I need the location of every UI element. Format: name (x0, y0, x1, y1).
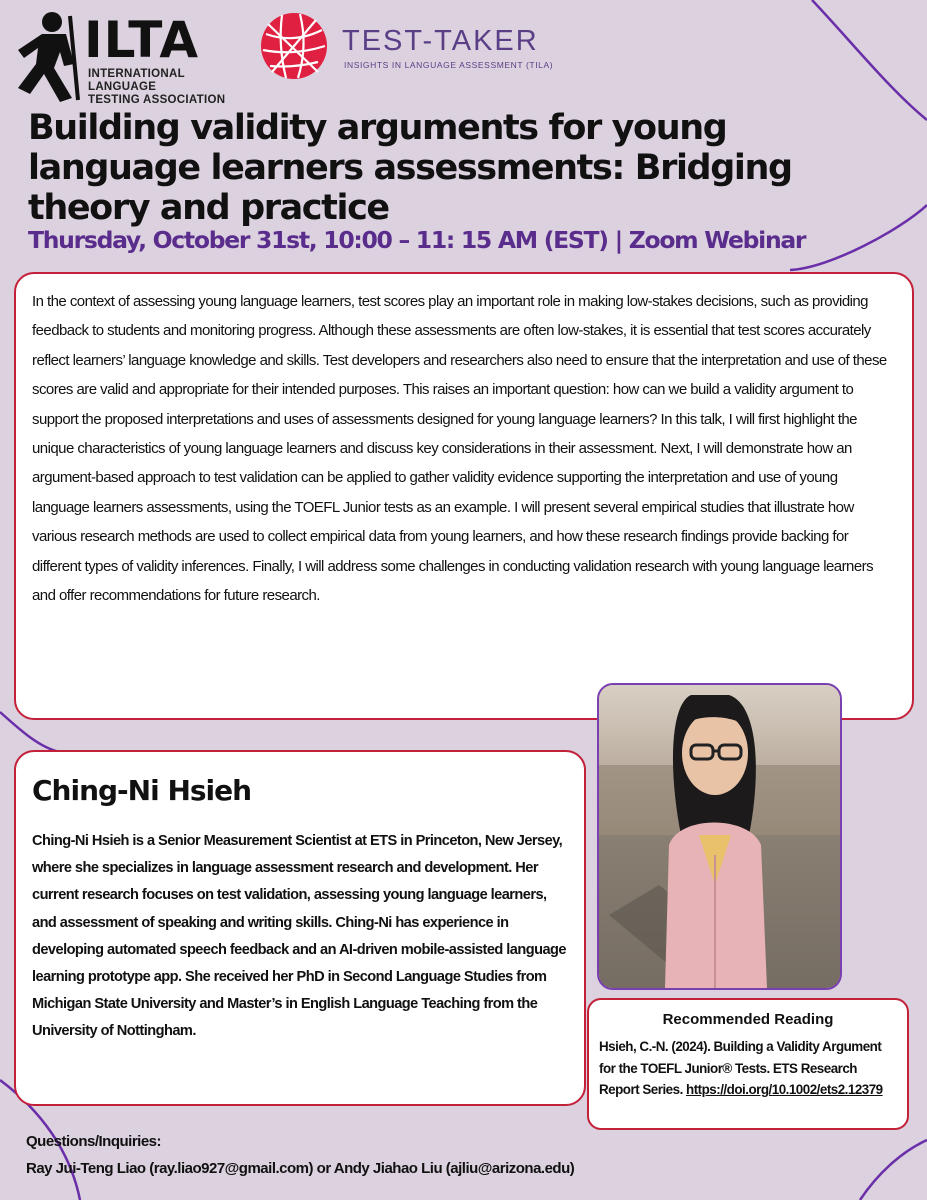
reading-heading: Recommended Reading (662, 1011, 834, 1028)
event-datetime: Thursday, October 31st, 10:00 – 11: 15 AM (EST) | Zoom Webinar (28, 226, 806, 254)
contact-section (26, 1128, 666, 1182)
abstract-panel (14, 272, 914, 720)
event-title: Building validity arguments for young language learners assessments: Bridging theory and practice (28, 108, 792, 228)
speaker-bio: Ching-Ni Hsieh is a Senior Measurement Scientist at ETS in Princeton, New Jersey, where she specializes in language assessment research and development. Her current research focuses on test validation, assessing young language learners, and assessment of speaking and writing skills. Ching-Ni has experience in developing automated speech feedback and an AI-driven mobile-assisted language learning prototype app. She received her PhD in Second Language Studies from Michigan State University and Master’s in English Language Teaching from the University of Nottingham. (32, 833, 566, 1040)
ilta-logo (14, 8, 244, 104)
tila-logo (258, 10, 578, 86)
contact-heading: Questions/Inquiries: (26, 1133, 162, 1150)
doi-link[interactable]: https://doi.org/10.1002/ets2.12379 (686, 1082, 883, 1097)
speaker-panel (14, 750, 586, 1106)
recommended-reading-panel (587, 998, 909, 1130)
tila-tagline: INSIGHTS IN LANGUAGE ASSESSMENT (TILA) (344, 60, 554, 70)
speaker-photo (597, 683, 842, 990)
speaker-portrait-image (599, 685, 840, 988)
globe-icon (258, 10, 330, 82)
kneeling-figure-icon (14, 8, 84, 104)
speaker-name: Ching-Ni Hsieh (32, 774, 252, 807)
contact-line: Ray Jui-Teng Liao (ray.liao927@gmail.com) or Andy Jiahao Liu (ajliu@arizona.edu) (26, 1160, 575, 1177)
abstract-text: In the context of assessing young language learners, test scores play an important role in making low-stakes decisions, such as providing feedback to students and monitoring progress. Although these assessments are often low-stakes, it is essential that test scores accurately reflect learners’ language knowledge and skills. Test developers and researchers also need to ensure that the interpretation and use of these scores are valid and appropriate for their intended purposes. This raises an important question: how can we build a validity argument to support the proposed interpretations and uses of assessments designed for young language learners? In this talk, I will first highlight the unique characteristics of young language learners and discuss key considerations in their assessment. Next, I will demonstrate how an argument-based approach to test validation can be applied to gather validity evidence supporting the interpretation and use of young language learners assessments, using the TOEFL Junior tests as an example. I will present several empirical studies that illustrate how various research methods are used to collect empirical data from young learners, and how these research findings provide backing for different types of validity inferences. Finally, I will address some challenges in conducting validation research with young language learners and offer recommendations for future research. (32, 293, 887, 605)
ilta-acronym: ILTA (84, 11, 200, 69)
ilta-full-name: INTERNATIONAL LANGUAGE TESTING ASSOCIATION (88, 68, 226, 106)
reading-citation: Hsieh, C.-N. (2024). Building a Validity Argument for the TOEFL Junior® Tests. ETS Research Report Series. https://doi.org/10.1002/ets2.12379 (599, 1039, 883, 1097)
tila-name: TEST-TAKER (342, 25, 539, 57)
